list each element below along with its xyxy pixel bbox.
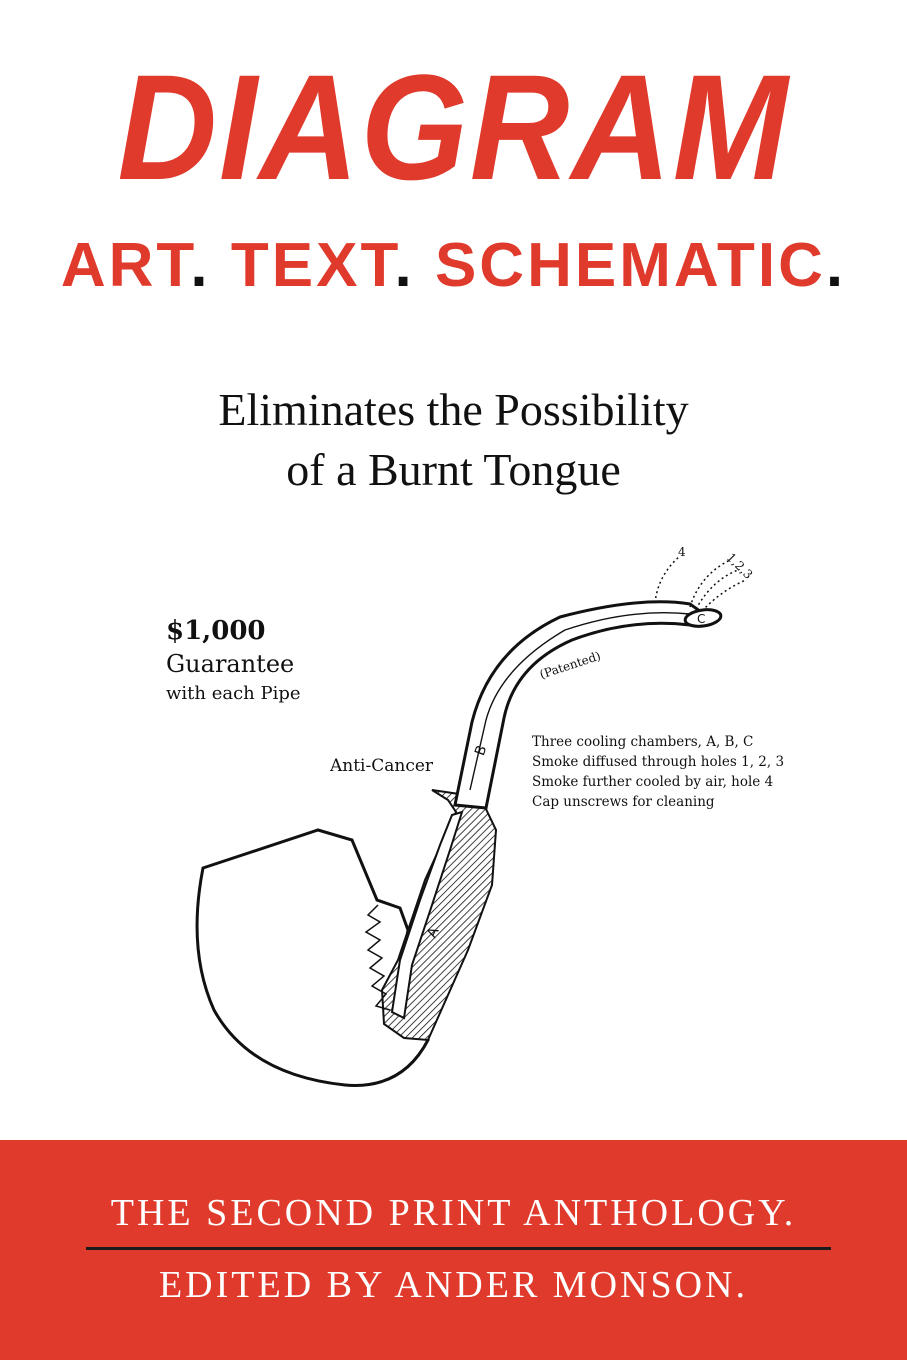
subtitle-dot: .: [394, 231, 415, 300]
guarantee-detail: with each Pipe: [166, 683, 301, 704]
anthology-line: THE SECOND PRINT ANTHOLOGY.: [110, 1192, 797, 1234]
air-hole-4-line: [655, 556, 680, 603]
headline-line-2: of a Burnt Tongue: [286, 444, 621, 495]
note-line: Smoke further cooled by air, hole 4: [532, 774, 774, 790]
diagram-notes: [532, 732, 784, 812]
subtitle-dot: .: [190, 231, 211, 300]
patented-label: (Patented): [537, 648, 603, 682]
editor-line: EDITED BY ANDER MONSON.: [158, 1264, 749, 1306]
headline-line-1: Eliminates the Possibility: [218, 384, 689, 435]
diffuse-hole-line-3: [702, 580, 746, 611]
diffuse-hole-line-2: [696, 570, 738, 609]
subtitle-art: ART: [60, 231, 191, 300]
note-line: Smoke diffused through holes 1, 2, 3: [532, 754, 785, 770]
anti-cancer-label: Anti-Cancer: [330, 756, 434, 776]
pipe-diagram: [0, 540, 907, 1100]
diffuse-hole-line-1: [690, 560, 730, 607]
subtitle-text: TEXT: [230, 231, 395, 300]
label-holes-123: 1,2,3: [723, 550, 756, 582]
note-line: Cap unscrews for cleaning: [532, 794, 715, 810]
guarantee-word: Guarantee: [166, 650, 295, 678]
pipe-bowl: [197, 830, 428, 1085]
ad-headline: [0, 380, 907, 500]
subtitle-schematic: SCHEMATIC: [434, 231, 826, 300]
label-c: C: [697, 612, 706, 626]
subtitle: [0, 230, 907, 302]
label-b: B: [472, 743, 491, 758]
subtitle-dot: .: [825, 231, 847, 300]
note-line: Three cooling chambers, A, B, C: [532, 734, 754, 750]
label-hole-4: 4: [678, 545, 686, 559]
banner-divider: [86, 1247, 831, 1250]
bottom-banner: [0, 1140, 907, 1360]
guarantee-amount: $1,000: [166, 616, 266, 646]
label-a: A: [423, 924, 443, 941]
book-title: DIAGRAM: [117, 43, 790, 211]
